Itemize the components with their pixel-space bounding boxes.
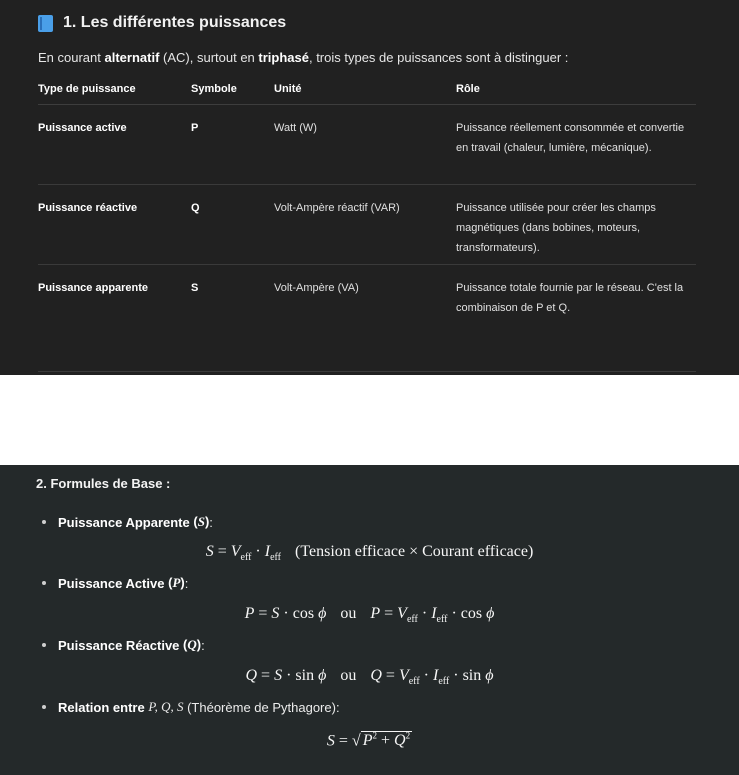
table-row — [38, 105, 696, 185]
cell-symbole: S — [191, 265, 274, 372]
intro-text: (AC), surtout en — [159, 50, 259, 65]
cell-symbole: P — [191, 105, 274, 185]
bullet-vars: P, Q, S — [148, 699, 184, 714]
bullet-relation — [42, 699, 340, 715]
bullet-note: (Théorème de Pythagore) — [187, 699, 336, 715]
section1-heading — [38, 14, 286, 32]
section1-title: 1. Les différentes puissances — [63, 14, 287, 31]
bullet-suffix: : — [209, 514, 213, 530]
table-row — [38, 185, 696, 265]
cell-role: Puissance utilisée pour créer les champs magnétiques (dans bobines, moteurs, transformateurs). — [456, 185, 696, 265]
header-symbole: Symbole — [191, 78, 274, 105]
intro-text: En courant — [38, 50, 105, 65]
section2-title: 2. Formules de Base : — [36, 476, 171, 491]
cell-unite: Volt-Ampère (VA) — [274, 265, 456, 372]
bullet-suffix: : — [184, 575, 189, 591]
power-types-table — [38, 78, 696, 372]
intro-bold-alternatif: alternatif — [104, 50, 160, 65]
bullet-var: P — [172, 575, 181, 590]
bullet-label: Puissance Apparente — [58, 514, 190, 530]
section1-intro — [38, 50, 568, 65]
cell-role: Puissance réellement consommée et convertie en travail (chaleur, lumière, mécanique). — [456, 105, 696, 185]
bullet-active: Puissance Active (P) : — [42, 575, 188, 591]
header-type: Type de puissance — [38, 78, 191, 105]
formula-reactive: Q = S · sin ϕ ou $Q = V_{eff} \cdot I_{eff} \cdot \sin \phi$ — [245, 667, 494, 688]
bullet-dot — [42, 643, 46, 647]
formula-ou: ou — [340, 667, 357, 684]
formula-ou: ou — [340, 605, 357, 622]
cell-role: Puissance totale fournie par le réseau. C'est la combinaison de P et Q. — [456, 265, 696, 372]
table-row — [38, 265, 696, 372]
bullet-label: Puissance Réactive — [58, 637, 180, 653]
formula-note: (Tension efficace × Courant efficace) — [295, 543, 534, 560]
formula-relation: S = √ $P^2 + Q^2$ — [326, 731, 411, 750]
bullet-suffix: : — [201, 637, 205, 653]
header-unite: Unité — [274, 78, 456, 105]
bullet-label: Relation entre — [58, 699, 145, 715]
cell-type: Puissance apparente — [38, 265, 191, 372]
bullet-dot — [42, 581, 46, 585]
bullet-dot — [42, 520, 46, 524]
bullet-suffix: : — [335, 699, 340, 715]
bullet-label: Puissance Active — [58, 575, 165, 591]
formula-active: P = S · cos ϕ ou $P = V_{eff} \cdot I_{eff} \cdot \cos \phi$ — [244, 605, 495, 626]
bullet-dot — [42, 705, 46, 709]
header-role: Rôle — [456, 78, 696, 105]
cell-unite: Volt-Ampère réactif (VAR) — [274, 185, 456, 265]
blue-book-icon — [38, 15, 53, 32]
formula-apparent: $S = V_{eff} \cdot I_{eff}$ (Tension efficace × Courant efficace) — [205, 543, 534, 564]
table-header-row — [38, 78, 696, 105]
bullet-apparent: Puissance Apparente (S) : — [42, 514, 213, 530]
bullet-var: S — [197, 514, 205, 529]
formulas-panel — [0, 465, 739, 775]
power-types-panel — [0, 0, 739, 375]
cell-type: Puissance active — [38, 105, 191, 185]
cell-type: Puissance réactive — [38, 185, 191, 265]
intro-bold-triphase: triphasé — [258, 50, 309, 65]
cell-unite: Watt (W) — [274, 105, 456, 185]
bullet-reactive: Puissance Réactive (Q) : — [42, 637, 205, 653]
cell-symbole: Q — [191, 185, 274, 265]
bullet-var: Q — [187, 637, 197, 652]
intro-text: , trois types de puissances sont à distinguer : — [308, 50, 569, 65]
